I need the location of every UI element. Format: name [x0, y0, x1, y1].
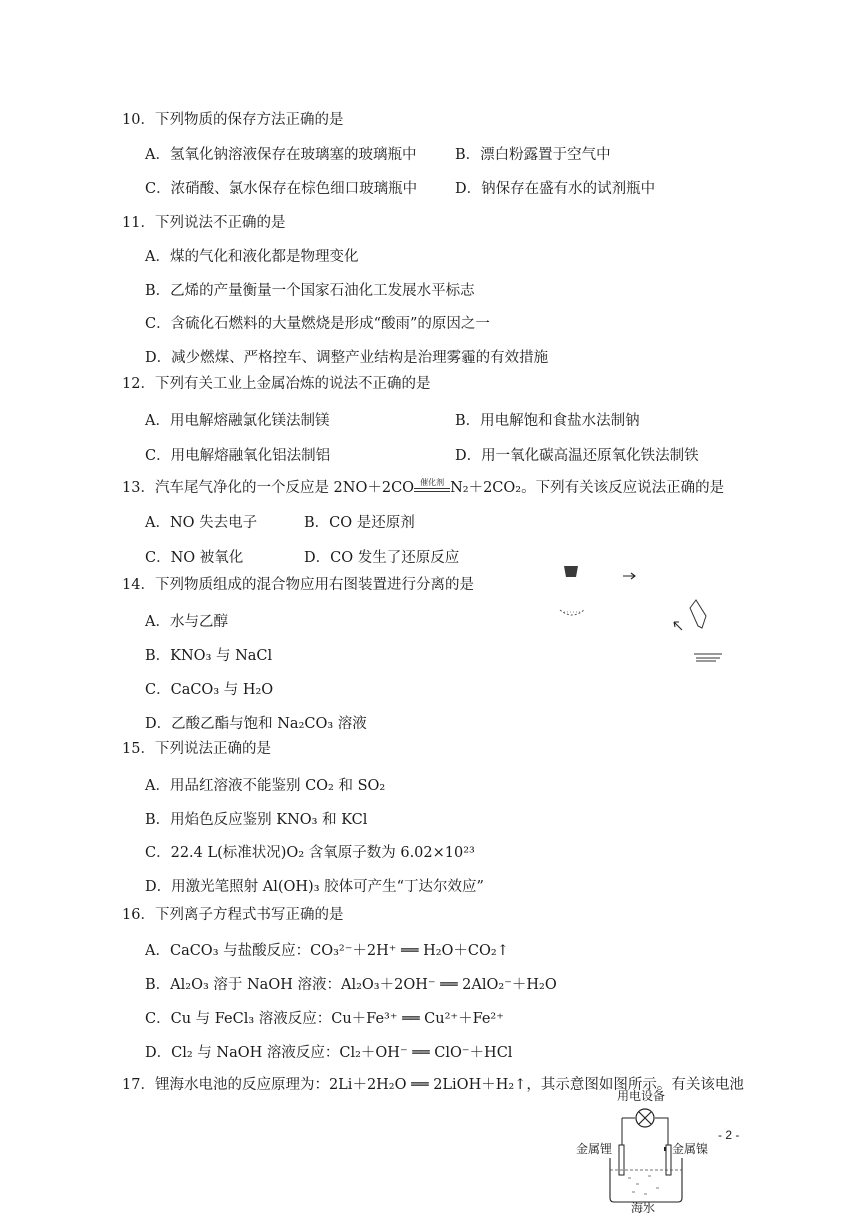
question-17-stem: 17．锂海水电池的反应原理为：2Li＋2H₂O ══ 2LiOH＋H₂↑，其示意图如图所示。有关该电池	[122, 1077, 744, 1093]
question-11-option-a: A．煤的气化和液化都是物理变化	[145, 249, 359, 265]
question-10-option-a: A．氢氧化钠溶液保存在玻璃塞的玻璃瓶中	[145, 147, 417, 163]
question-15-stem: 15．下列说法正确的是	[122, 741, 271, 757]
question-14-option-c: C．CaCO₃ 与 H₂O	[145, 682, 274, 698]
battery-diagram	[570, 1088, 720, 1216]
question-15-option-b: B．用焰色反应鉴别 KNO₃ 和 KCl	[145, 812, 368, 828]
condenser-icon	[690, 600, 706, 628]
question-16-stem: 16．下列离子方程式书写正确的是	[122, 907, 344, 923]
question-15-option-a: A．用品红溶液不能鉴别 CO₂ 和 SO₂	[145, 778, 386, 794]
question-13-option-d: D．CO 发生了还原反应	[304, 550, 460, 566]
question-13-stem	[122, 478, 724, 498]
question-10-option-d: D．钠保存在盛有水的试剂瓶中	[455, 181, 656, 197]
question-14-option-a: A．水与乙醇	[145, 614, 228, 630]
lithium-label: 金属锂	[576, 1142, 613, 1156]
question-16-option-c: C．Cu 与 FeCl₃ 溶液反应：Cu＋Fe³⁺ ══ Cu²⁺＋Fe²⁺	[145, 1011, 504, 1027]
catalyst-equals-sign	[414, 478, 450, 498]
question-16-option-d: D．Cl₂ 与 NaOH 溶液反应：Cl₂＋OH⁻ ══ ClO⁻＋HCl	[145, 1045, 513, 1061]
device-label: 用电设备	[617, 1089, 666, 1103]
question-11-option-b: B．乙烯的产量衡量一个国家石油化工发展水平标志	[145, 283, 475, 299]
question-16-option-b: B．Al₂O₃ 溶于 NaOH 溶液：Al₂O₃＋2OH⁻ ══ 2AlO₂⁻＋H₂O	[145, 977, 557, 993]
question-14-option-d: D．乙酸乙酯与饱和 Na₂CO₃ 溶液	[145, 716, 367, 732]
separation-apparatus-figure	[550, 560, 740, 670]
question-13-option-b: B．CO 是还原剂	[304, 515, 415, 531]
question-11-stem: 11．下列说法不正确的是	[122, 215, 286, 231]
question-16-option-a: A．CaCO₃ 与盐酸反应：CO₃²⁻＋2H⁺ ══ H₂O＋CO₂↑	[145, 943, 509, 959]
question-14-option-b: B．KNO₃ 与 NaCl	[145, 648, 273, 664]
question-14-stem: 14．下列物质组成的混合物应用右图装置进行分离的是	[122, 577, 474, 593]
question-10-stem: 10．下列物质的保存方法正确的是	[122, 112, 344, 128]
page-number: - 2 -	[718, 1128, 740, 1142]
arrow-up-left-icon	[674, 622, 682, 630]
catalyst-label: 催化剂	[420, 478, 445, 487]
question-13-stem-post: N₂＋2CO₂。下列有关该反应说法正确的是	[450, 480, 725, 496]
question-12-option-d: D．用一氧化碳高温还原氧化铁法制铁	[455, 448, 699, 464]
receiver-icon	[694, 654, 722, 661]
question-13-stem-pre: 13．汽车尾气净化的一个反应是 2NO＋2CO	[122, 480, 415, 496]
funnel-icon	[564, 566, 578, 577]
question-12-option-c: C．用电解熔融氧化铝法制铝	[145, 448, 331, 464]
question-11-option-d: D．减少燃煤、严格控车、调整产业结构是治理雾霾的有效措施	[145, 350, 549, 366]
question-10-option-c: C．浓硝酸、氯水保存在棕色细口玻璃瓶中	[145, 181, 418, 197]
lithium-electrode	[619, 1145, 624, 1175]
question-15-option-c: C．22.4 L(标准状况)O₂ 含氧原子数为 6.02×10²³	[145, 845, 475, 861]
nickel-electrode	[666, 1145, 671, 1175]
question-12-stem: 12．下列有关工业上金属冶炼的说法不正确的是	[122, 376, 431, 392]
question-12-option-b: B．用电解饱和食盐水法制钠	[455, 413, 640, 429]
question-11-option-c: C．含硫化石燃料的大量燃烧是形成“酸雨”的原因之一	[145, 316, 490, 332]
question-13-option-a: A．NO 失去电子	[145, 515, 258, 531]
question-13-option-c: C．NO 被氧化	[145, 550, 244, 566]
nickel-label: 金属镍	[672, 1142, 709, 1156]
question-12-option-a: A．用电解熔融氯化镁法制镁	[145, 413, 330, 429]
seawater-label: 海水	[631, 1201, 656, 1215]
question-15-option-d: D．用激光笔照射 Al(OH)₃ 胶体可产生“丁达尔效应”	[145, 879, 484, 895]
question-10-option-b: B．漂白粉露置于空气中	[455, 147, 611, 163]
flask-icon	[560, 610, 584, 615]
arrow-right-icon	[623, 573, 635, 579]
